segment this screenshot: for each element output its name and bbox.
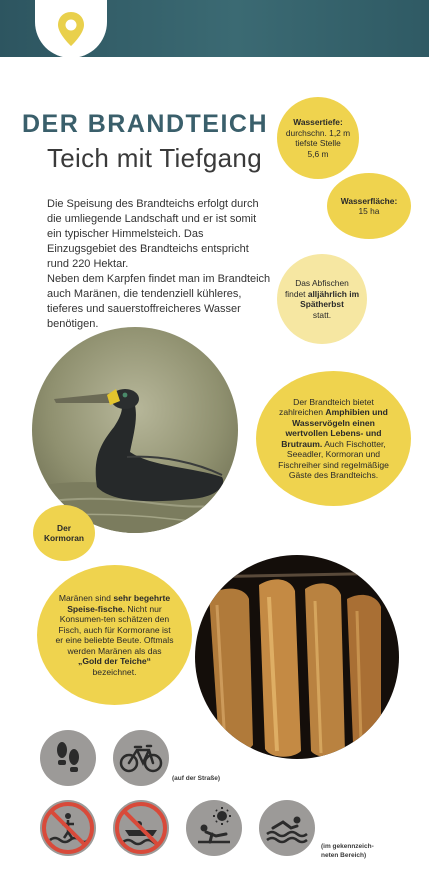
smoked-fish-photo: [195, 555, 399, 759]
whitefish-highlight-2: „Gold der Teiche“: [78, 656, 151, 666]
whitefish-text-3: bezeichnet.: [92, 666, 137, 677]
water-depth-average: durchschn. 1,2 m: [285, 127, 351, 138]
habitat-highlight: Amphibien und Wasservögeln einen wertvollen Lebens- und Brutraum.: [281, 407, 388, 449]
cormorant-label-bubble: [33, 505, 95, 561]
harvest-bubble: [277, 254, 367, 344]
no-swimming-icon: [40, 800, 96, 856]
harvest-text-3: statt.: [312, 309, 332, 320]
water-depth-label: Wassertiefe:: [293, 117, 343, 127]
page-title: DER BRANDTEICH: [22, 110, 268, 138]
page-subtitle: Teich mit Tiefgang: [47, 143, 262, 173]
habitat-intro: Der Brandteich bietet zahlreichen: [279, 396, 374, 417]
bicycle-icon: [113, 730, 169, 786]
intro-text: [47, 197, 272, 332]
habitat-guests: Auch Fischotter, Seeadler, Kormoran und Fischreiher sind regelmäßige Gäste des Brandteichs.: [278, 438, 389, 480]
walking-icon: [40, 730, 96, 786]
intro-paragraph-2: Neben dem Karpfen findet man im Brandteich auch Maränen, die tendenziell kühleres, tieferes und sauerstoffreicheres Wasser benötigen.: [47, 273, 271, 330]
water-area-bubble: [327, 173, 411, 239]
whitefish-bubble: [37, 565, 192, 705]
harvest-text-2: findet: [284, 288, 306, 299]
water-depth-bubble: [277, 97, 359, 179]
habitat-bubble: [256, 371, 411, 506]
water-depth-deepest-label: tiefste Stelle: [295, 138, 341, 148]
sunbathing-icon: [186, 800, 242, 856]
cormorant-photo: [32, 327, 238, 533]
location-pin-icon: [55, 10, 87, 48]
whitefish-highlight-1: sehr begehrte Speise-fische.: [67, 593, 171, 614]
swim-area-note: (im gekennzeich-neten Bereich): [321, 843, 374, 859]
harvest-text-1: Das Abfischen: [295, 278, 349, 288]
water-depth-deepest-value: 5,6 m: [307, 148, 329, 159]
whitefish-text-1: Maränen sind: [58, 593, 111, 603]
intro-paragraph-1: Die Speisung des Brandteichs erfolgt durch die umliegende Landschaft und er ist somit ein typischer Himmelsteich. Das Einzugsgebiet des Brandteichs entspricht rund 220 Hektar.: [47, 198, 259, 270]
whitefish-text-2: Nicht nur Konsumen-ten schätzen den Fisch, auch für Kormorane ist er eine beliebte Beute. Oftmals werden Maränen als das: [55, 603, 174, 656]
water-area-label: Wasserfläche:: [340, 195, 398, 206]
no-boating-icon: [113, 800, 169, 856]
harvest-time: alljährlich im Spätherbst: [300, 288, 360, 309]
bike-road-note: (auf der Straße): [172, 775, 221, 782]
cormorant-label: Der Kormoran: [43, 522, 85, 543]
swimming-icon: [259, 800, 315, 856]
water-area-value: 15 ha: [358, 206, 380, 216]
